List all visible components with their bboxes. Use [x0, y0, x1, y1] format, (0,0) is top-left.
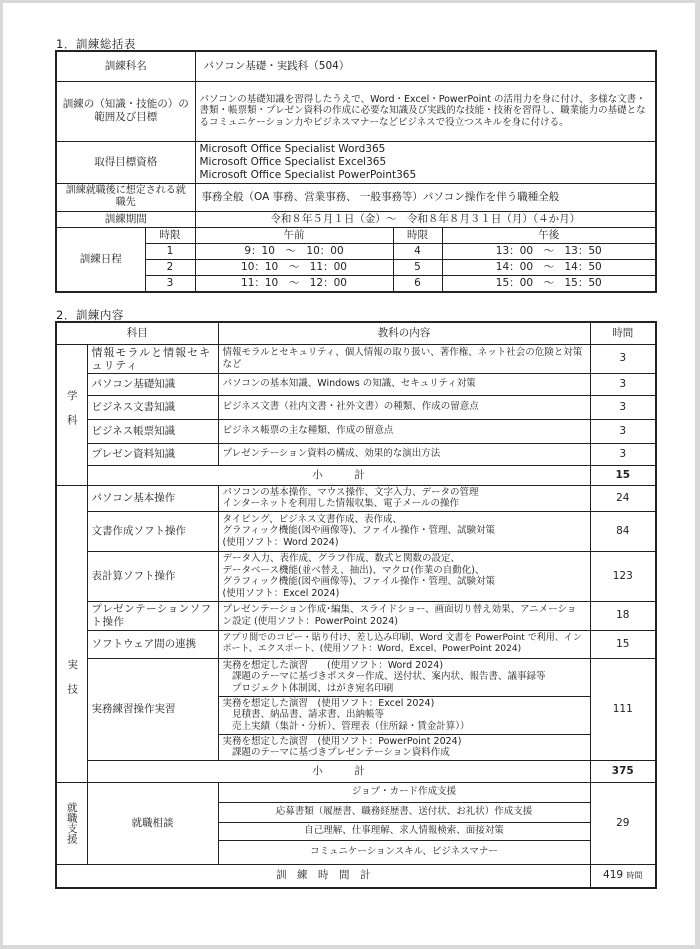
- content-line: (使用ソフト：Word 2024): [222, 536, 339, 548]
- content-line: タイピング、ビジネス文書作成、表作成、: [222, 513, 402, 525]
- content-line: グラフィック機能(図や画像等)、ファイル操作・管理、試験対策: [222, 576, 495, 587]
- practice-row: [56, 658, 656, 696]
- practice-subject: 実務練習操作実習: [87, 658, 218, 760]
- scope-text: パソコンの基礎知識を習得したうえで、Word・Excel・PowerPoint の活用力を身に付け、多様な文書・書類・帳票類・プレゼン資料の作成に必要な知識及び実践的な技能・技術を習得し、職業能力の基礎となるコミュニケーション力やビジネスマナーなどビジネスで役立つスキルを身に付ける。: [195, 81, 656, 141]
- course-name-value: パソコン基礎・実践科（504）: [195, 51, 656, 81]
- gakka-hours: 3: [590, 419, 656, 443]
- content-header-row: [56, 322, 656, 344]
- jitsugi-label: 実技: [56, 485, 87, 782]
- gakka-row: [56, 395, 656, 419]
- content-line: インターネットを利用した情報収集、電子メールの操作: [222, 498, 459, 509]
- qualification-item: Microsoft Office Specialist PowerPoint365: [199, 168, 417, 181]
- gakka-hours: 3: [590, 443, 656, 465]
- total-label: 訓 練 時 間 計: [56, 864, 590, 888]
- jitsugi-subject: プレゼンテーションソフト操作: [87, 601, 218, 630]
- jitsugi-hours: 24: [590, 485, 656, 511]
- employment-label: 訓練就職後に想定される就職先: [56, 183, 195, 211]
- schedule-row: [56, 243, 656, 259]
- row-qualification: [56, 141, 656, 183]
- jitsugi-hours: 123: [590, 551, 656, 601]
- gakka-subtotal-row: [56, 465, 656, 485]
- jitsugi-row: [56, 601, 656, 630]
- qualification-label: 取得目標資格: [56, 141, 195, 183]
- gakka-hours: 3: [590, 395, 656, 419]
- section-2-title: 2．訓練内容: [56, 308, 124, 322]
- content-line: データ入力、表作成、グラフ作成、数式と関数の設定、: [222, 553, 461, 564]
- period-text: 令和８年５月１日（金）～ 令和８年８月３１日（月）（４か月）: [195, 211, 656, 227]
- shushoku-item: 自己理解、仕事理解、求人情報検索、面接対策: [218, 822, 590, 840]
- jitsugi-subject: 文書作成ソフト操作: [87, 511, 218, 551]
- practice-item: [218, 658, 590, 696]
- content-line: 見積書、納品書、請求書、出納帳等: [222, 709, 385, 721]
- jitsugi-hours: 84: [590, 511, 656, 551]
- qualification-item: Microsoft Office Specialist Excel365: [199, 155, 387, 168]
- jitsugi-subtotal-row: [56, 760, 656, 782]
- schedule-am-period: 1: [145, 243, 195, 259]
- schedule-am-period: 3: [145, 275, 195, 292]
- gakka-hours: 3: [590, 344, 656, 373]
- schedule-header-period-am: 時限: [145, 227, 195, 243]
- schedule-am-time: 9：10 ～ 10：00: [195, 243, 393, 259]
- content-line: 売上実績（集計・分析）、管理表（住所録・賃金計算））: [222, 720, 470, 732]
- section-1-title: 1．訓練総括表: [56, 37, 136, 51]
- jitsugi-row: [56, 630, 656, 658]
- jitsugi-content: [218, 485, 590, 511]
- row-employment: [56, 183, 656, 211]
- content-line: 課題のテーマに基づきポスター作成、送付状、案内状、報告書、議事録等: [222, 671, 546, 683]
- gakka-row: [56, 419, 656, 443]
- content-line: プロジェクト体制図、はがき宛名印刷: [222, 682, 394, 694]
- shushoku-item: コミュニケーションスキル、ビジネスマナー: [218, 840, 590, 864]
- schedule-header-pm: 午後: [442, 227, 656, 243]
- jitsugi-subtotal-value: 375: [590, 760, 656, 782]
- schedule-pm-time: 14：00 ～ 14：50: [442, 259, 656, 275]
- qualification-item: Microsoft Office Specialist Word365: [199, 142, 386, 155]
- header-hours: 時間: [590, 322, 656, 344]
- schedule-pm-period: 5: [393, 259, 442, 275]
- qualification-list: [195, 141, 656, 183]
- period-label: 訓練期間: [56, 211, 195, 227]
- practice-item: [218, 696, 590, 734]
- shushoku-label: 就職支援: [56, 782, 87, 864]
- gakka-content: ビジネス帳票の主な種類、作成の留意点: [218, 419, 590, 443]
- shushoku-row: [56, 782, 656, 802]
- header-content: 教科の内容: [218, 322, 590, 344]
- jitsugi-content: [218, 551, 590, 601]
- gakka-row: [56, 443, 656, 465]
- row-period: [56, 211, 656, 227]
- content-line: (使用ソフト：Excel 2024): [222, 587, 340, 599]
- gakka-subject: プレゼン資料知識: [87, 443, 218, 465]
- content-line: データベース機能(並べ替え、抽出)、マクロ(作業の自動化)、: [222, 564, 485, 576]
- gakka-row: [56, 344, 656, 373]
- gakka-subject: ビジネス帳票知識: [87, 419, 218, 443]
- total-cell: [590, 864, 656, 888]
- gakka-subtotal-label: 小 計: [87, 465, 590, 485]
- shushoku-item: ジョブ・カード作成支援: [218, 782, 590, 802]
- training-content-table: [55, 321, 657, 889]
- jitsugi-row: [56, 511, 656, 551]
- gakka-subject: 情報モラルと情報セキュリティ: [87, 344, 218, 373]
- total-row: [56, 864, 656, 888]
- schedule-row: [56, 275, 656, 292]
- schedule-am-time: 11：10 ～ 12：00: [195, 275, 393, 292]
- row-scope: [56, 81, 656, 141]
- content-line: 実務を想定した演習 (使用ソフト：Word 2024): [222, 659, 444, 671]
- jitsugi-content: [218, 511, 590, 551]
- jitsugi-hours: 15: [590, 630, 656, 658]
- schedule-label: 訓練日程: [56, 227, 145, 292]
- gakka-content: 情報モラルとセキュリティ、個人情報の取り扱い、著作権、ネット社会の危険と対策など: [218, 344, 590, 373]
- gakka-label: 学科: [56, 344, 87, 485]
- gakka-content: ビジネス文書（社内文書・社外文書）の種類、作成の留意点: [218, 395, 590, 419]
- gakka-hours: 3: [590, 373, 656, 395]
- jitsugi-subject: ソフトウェア間の連携: [87, 630, 218, 658]
- schedule-pm-time: 13：00 ～ 13：50: [442, 243, 656, 259]
- total-value: 419: [603, 869, 624, 882]
- jitsugi-subtotal-label: 小 計: [87, 760, 590, 782]
- schedule-header-period-pm: 時限: [393, 227, 442, 243]
- total-unit: 時間: [626, 871, 643, 881]
- practice-item: [218, 734, 590, 760]
- gakka-content: プレゼンテーション資料の構成、効果的な演出方法: [218, 443, 590, 465]
- jitsugi-hours: 18: [590, 601, 656, 630]
- content-line: 実務を想定した演習 (使用ソフト：Excel 2024): [222, 697, 435, 709]
- schedule-header-row: [56, 227, 656, 243]
- schedule-pm-period: 4: [393, 243, 442, 259]
- gakka-subtotal-value: 15: [590, 465, 656, 485]
- content-line: 実務を想定した演習 (使用ソフト：PowerPoint 2024): [222, 735, 462, 747]
- content-line: パソコンの基本操作、マウス操作、文字入力、データの管理: [222, 486, 479, 498]
- scope-label: 訓練の（知識・技能の）の範囲及び目標: [56, 81, 195, 141]
- header-subject: 科目: [56, 322, 218, 344]
- gakka-row: [56, 373, 656, 395]
- gakka-subject: ビジネス文書知識: [87, 395, 218, 419]
- shushoku-hours: 29: [590, 782, 656, 864]
- schedule-pm-period: 6: [393, 275, 442, 292]
- course-name-label: 訓練科名: [56, 51, 195, 81]
- row-course-name: [56, 51, 656, 81]
- jitsugi-content: アプリ間でのコピー・貼り付け、差し込み印刷、Word 文書を PowerPoint で利用、インポート、エクスポート、(使用ソフト：Word、Excel、PowerPoint 2024): [218, 630, 590, 658]
- shushoku-subject: 就職相談: [87, 782, 218, 864]
- practice-hours: 111: [590, 658, 656, 760]
- jitsugi-row: [56, 551, 656, 601]
- training-summary-table: [55, 50, 657, 293]
- content-line: グラフィック機能(図や画像等)、ファイル操作・管理、試験対策: [222, 525, 495, 537]
- jitsugi-row: [56, 485, 656, 511]
- jitsugi-content: プレゼンテーション作成･編集、スライドショー、画面切り替え効果、アニメーション設定 (使用ソフト：PowerPoint 2024): [218, 601, 590, 630]
- schedule-row: [56, 259, 656, 275]
- schedule-pm-time: 15：00 ～ 15：50: [442, 275, 656, 292]
- content-line: 課題のテーマに基づきプレゼンテーション資料作成: [222, 747, 450, 758]
- schedule-am-time: 10：10 ～ 11：00: [195, 259, 393, 275]
- employment-text: 事務全般（OA 事務、営業事務、 一般事務等）パソコン操作を伴う職種全般: [195, 183, 656, 211]
- schedule-header-am: 午前: [195, 227, 393, 243]
- jitsugi-subject: パソコン基本操作: [87, 485, 218, 511]
- gakka-content: パソコンの基本知識、Windows の知識、セキュリティ対策: [218, 373, 590, 395]
- jitsugi-subject: 表計算ソフト操作: [87, 551, 218, 601]
- schedule-am-period: 2: [145, 259, 195, 275]
- gakka-subject: パソコン基礎知識: [87, 373, 218, 395]
- shushoku-item: 応募書類（履歴書、職務経歴書、送付状、お礼状）作成支援: [218, 802, 590, 822]
